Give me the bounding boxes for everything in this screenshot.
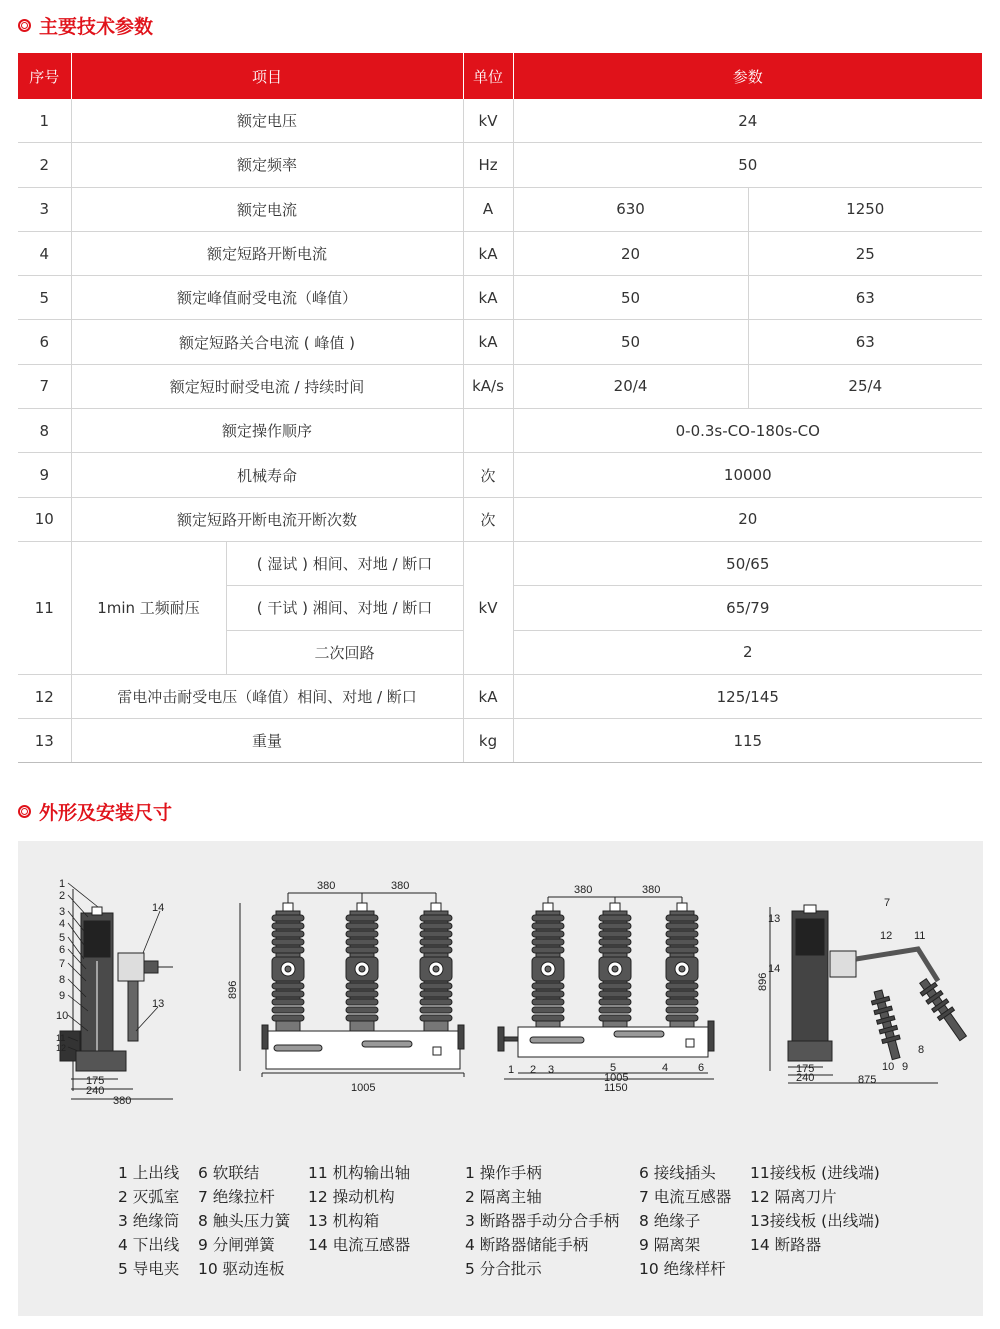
legend-item: 8 触头压力簧	[198, 1212, 291, 1230]
svg-text:1: 1	[508, 1064, 515, 1076]
legend-item: 4 断路器储能手柄	[465, 1236, 589, 1254]
row-value: 0-0.3s-CO-180s-CO	[513, 409, 982, 453]
svg-text:380: 380	[642, 884, 661, 896]
section-title-dimensions	[18, 798, 172, 825]
legend-left-col3	[308, 1161, 410, 1257]
table-row	[18, 231, 982, 275]
row-value-1250a: 25	[748, 231, 982, 275]
svg-text:7: 7	[59, 958, 66, 970]
table-row	[18, 409, 982, 453]
legend-right-col2	[639, 1161, 731, 1281]
row-item: 额定短路关合电流 ( 峰值 )	[71, 320, 463, 364]
legend-item: 12 操动机构	[308, 1188, 395, 1206]
svg-text:8: 8	[59, 974, 66, 986]
row-unit: kA	[463, 276, 513, 320]
row-unit	[463, 409, 513, 453]
row-unit: 次	[463, 453, 513, 497]
drawing-isolator-front-view	[498, 884, 714, 1094]
svg-text:6: 6	[59, 944, 66, 956]
legend-left-col1	[118, 1161, 179, 1281]
row-value-630a: 50	[513, 276, 748, 320]
legend-item: 9 隔离架	[639, 1236, 701, 1254]
legend-item: 1 操作手柄	[465, 1164, 542, 1182]
row-no: 7	[18, 364, 71, 408]
svg-text:175: 175	[796, 1063, 815, 1075]
row-item: 额定短路开断电流	[71, 231, 463, 275]
svg-text:11: 11	[56, 1033, 66, 1043]
svg-text:175: 175	[86, 1075, 105, 1087]
svg-text:1: 1	[59, 878, 66, 890]
svg-text:896: 896	[227, 980, 239, 999]
svg-text:240: 240	[796, 1072, 815, 1084]
row-item: 重量	[71, 719, 463, 763]
row-value: 20	[513, 497, 982, 541]
legend-item: 5 导电夹	[118, 1260, 180, 1278]
table-row	[18, 453, 982, 497]
row-value: 50/65	[513, 541, 982, 585]
legend-item: 2 灭弧室	[118, 1188, 180, 1206]
row-item: 额定操作顺序	[71, 409, 463, 453]
row-unit: kg	[463, 719, 513, 763]
row-item: 1min 工频耐压	[71, 541, 226, 674]
row-subitem: 二次回路	[226, 630, 463, 674]
section-title-specs	[18, 12, 153, 39]
svg-text:380: 380	[574, 884, 593, 896]
legend-item: 8 绝缘子	[639, 1212, 701, 1230]
row-no: 10	[18, 497, 71, 541]
legend-item: 1 上出线	[118, 1164, 180, 1182]
row-value: 125/145	[513, 674, 982, 718]
drawing-isolator-side-view	[757, 897, 971, 1086]
svg-text:3: 3	[59, 906, 66, 918]
legend-item: 11接线板 (进线端)	[750, 1164, 880, 1182]
svg-text:2: 2	[530, 1064, 537, 1076]
svg-text:10: 10	[56, 1010, 69, 1022]
table-row	[18, 541, 982, 585]
svg-text:3: 3	[548, 1064, 555, 1076]
row-unit: kA	[463, 674, 513, 718]
svg-text:14: 14	[152, 902, 165, 914]
legend-item: 13 机构箱	[308, 1212, 380, 1230]
row-value-630a: 50	[513, 320, 748, 364]
svg-text:12: 12	[56, 1043, 67, 1053]
legend-item: 5 分合批示	[465, 1260, 542, 1278]
spec-table	[18, 53, 982, 763]
row-item: 额定电压	[71, 99, 463, 143]
svg-text:11: 11	[914, 930, 926, 942]
legend-right-col3	[750, 1161, 880, 1257]
svg-text:4: 4	[662, 1062, 669, 1074]
legend-item: 6 接线插头	[639, 1164, 716, 1182]
legend-item: 12 隔离刀片	[750, 1188, 837, 1206]
svg-text:4: 4	[59, 918, 66, 930]
legend-item: 7 电流互感器	[639, 1188, 732, 1206]
table-row	[18, 187, 982, 231]
row-unit: Hz	[463, 143, 513, 187]
row-item: 额定频率	[71, 143, 463, 187]
table-row	[18, 320, 982, 364]
svg-text:1150: 1150	[604, 1082, 628, 1094]
row-no: 12	[18, 674, 71, 718]
table-row	[18, 364, 982, 408]
legend-left-col2	[198, 1161, 290, 1281]
legend-item: 2 隔离主轴	[465, 1188, 542, 1206]
section-title-text: 外形及安装尺寸	[39, 802, 173, 824]
row-unit: kV	[463, 541, 513, 674]
dimension-drawing-panel	[18, 841, 983, 1316]
legend-item: 14 断路器	[750, 1236, 822, 1254]
legend-item: 13接线板 (出线端)	[750, 1212, 880, 1230]
row-value: 50	[513, 143, 982, 187]
row-unit: A	[463, 187, 513, 231]
row-no: 5	[18, 276, 71, 320]
svg-text:1005: 1005	[604, 1072, 629, 1084]
legend-item: 10 驱动连板	[198, 1260, 285, 1278]
svg-text:240: 240	[86, 1085, 105, 1097]
row-subitem: ( 湿试 ) 相间、对地 / 断口	[226, 541, 463, 585]
row-value-1250a: 1250	[748, 187, 982, 231]
svg-text:7: 7	[884, 897, 891, 909]
row-no: 2	[18, 143, 71, 187]
header-item: 项目	[71, 53, 463, 99]
table-row	[18, 99, 982, 143]
row-value: 10000	[513, 453, 982, 497]
row-value-1250a: 63	[748, 276, 982, 320]
svg-text:5: 5	[610, 1062, 617, 1074]
legend-item: 10 绝缘样杆	[639, 1260, 726, 1278]
svg-text:2: 2	[59, 890, 66, 902]
svg-text:6: 6	[698, 1062, 705, 1074]
row-value-630a: 20	[513, 231, 748, 275]
circle-bullet-icon	[18, 19, 31, 32]
drawing-side-view	[56, 878, 173, 1107]
row-no: 6	[18, 320, 71, 364]
legend-item: 7 绝缘拉杆	[198, 1188, 275, 1206]
legend-item: 4 下出线	[118, 1236, 180, 1254]
legend-right-col1	[465, 1161, 619, 1281]
svg-text:875: 875	[858, 1074, 877, 1086]
row-value: 115	[513, 719, 982, 763]
row-unit: kA/s	[463, 364, 513, 408]
svg-text:1005: 1005	[351, 1082, 376, 1094]
legend-item: 11 机构输出轴	[308, 1164, 411, 1182]
legend-item: 3 绝缘筒	[118, 1212, 180, 1230]
svg-text:896: 896	[757, 972, 769, 991]
row-unit: kV	[463, 99, 513, 143]
row-unit: 次	[463, 497, 513, 541]
svg-text:380: 380	[317, 880, 336, 892]
row-subitem: ( 干试 ) 湘间、对地 / 断口	[226, 586, 463, 630]
row-no: 4	[18, 231, 71, 275]
row-value-1250a: 25/4	[748, 364, 982, 408]
row-no: 3	[18, 187, 71, 231]
svg-text:5: 5	[59, 932, 66, 944]
row-unit: kA	[463, 231, 513, 275]
svg-text:14: 14	[768, 963, 781, 975]
table-row	[18, 719, 982, 763]
drawing-front-view	[227, 880, 464, 1094]
row-no: 9	[18, 453, 71, 497]
row-value-630a: 20/4	[513, 364, 748, 408]
svg-text:13: 13	[152, 998, 165, 1010]
row-no: 13	[18, 719, 71, 763]
svg-text:13: 13	[768, 913, 781, 925]
legend-item: 14 电流互感器	[308, 1236, 411, 1254]
svg-text:9: 9	[902, 1061, 909, 1073]
row-no: 8	[18, 409, 71, 453]
svg-text:380: 380	[113, 1095, 132, 1107]
table-row	[18, 497, 982, 541]
row-value-1250a: 63	[748, 320, 982, 364]
section-title-text: 主要技术参数	[39, 16, 154, 38]
row-value-630a: 630	[513, 187, 748, 231]
svg-text:10: 10	[882, 1061, 895, 1073]
svg-text:9: 9	[59, 990, 66, 1002]
table-header-row	[18, 53, 982, 99]
row-value: 24	[513, 99, 982, 143]
row-item: 额定峰值耐受电流（峰值）	[71, 276, 463, 320]
legend-item: 3 断路器手动分合手柄	[465, 1212, 620, 1230]
header-unit: 单位	[463, 53, 513, 99]
row-no: 11	[18, 541, 71, 674]
svg-text:12: 12	[880, 930, 893, 942]
circle-bullet-icon	[18, 805, 31, 818]
table-row	[18, 276, 982, 320]
row-item: 额定短路开断电流开断次数	[71, 497, 463, 541]
row-value: 65/79	[513, 586, 982, 630]
svg-text:380: 380	[391, 880, 410, 892]
table-row	[18, 674, 982, 718]
row-no: 1	[18, 99, 71, 143]
header-value: 参数	[513, 53, 982, 99]
legend-item: 9 分闸弹簧	[198, 1236, 275, 1254]
svg-text:8: 8	[918, 1044, 925, 1056]
row-unit: kA	[463, 320, 513, 364]
legend-item: 6 软联结	[198, 1164, 260, 1182]
row-item: 雷电冲击耐受电压（峰值）相间、对地 / 断口	[71, 674, 463, 718]
row-item: 额定电流	[71, 187, 463, 231]
row-item: 机械寿命	[71, 453, 463, 497]
table-row	[18, 143, 982, 187]
row-value: 2	[513, 630, 982, 674]
row-item: 额定短时耐受电流 / 持续时间	[71, 364, 463, 408]
header-no: 序号	[18, 53, 71, 99]
